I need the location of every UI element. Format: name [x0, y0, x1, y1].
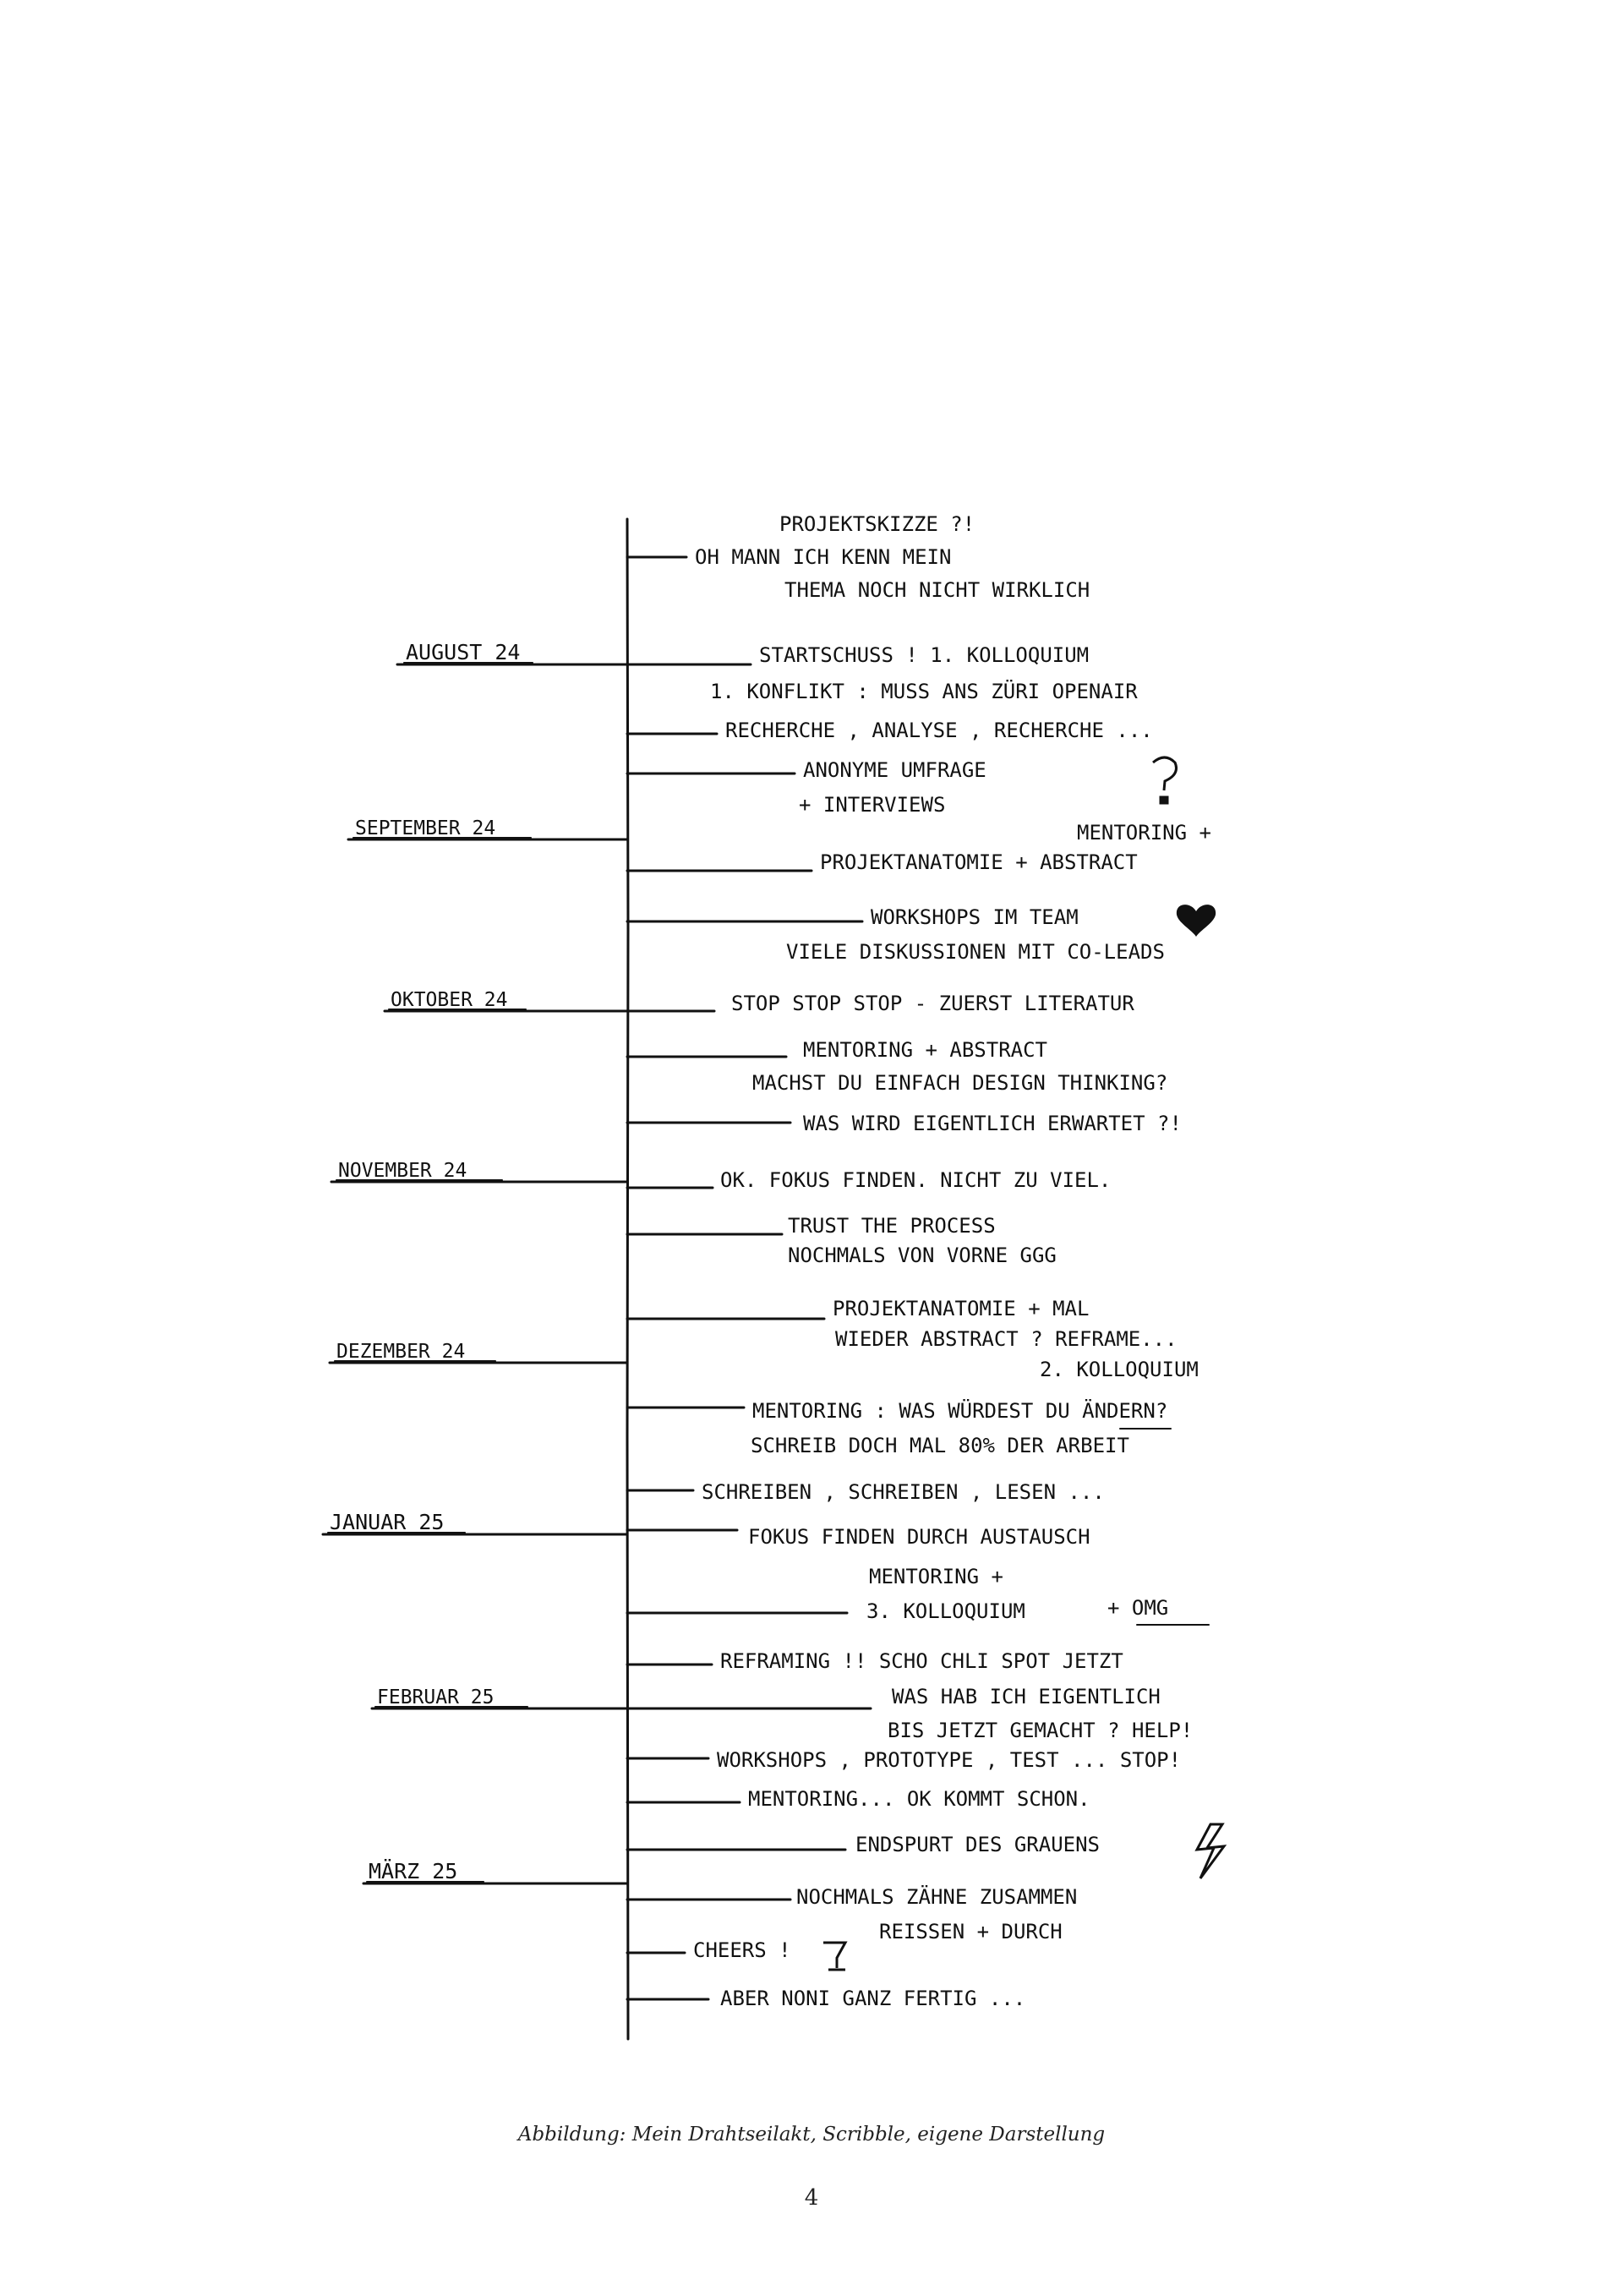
page-number: 4	[804, 2185, 819, 2211]
timeline-note: CHEERS !	[693, 1938, 791, 1962]
timeline-note: OK. FOKUS FINDEN. NICHT ZU VIEL.	[720, 1168, 1112, 1192]
timeline-note: REFRAMING !! SCHO CHLI SPOT JETZT	[720, 1649, 1123, 1673]
timeline-note: MENTORING +	[869, 1565, 1003, 1588]
timeline-note: MACHST DU EINFACH DESIGN THINKING?	[752, 1071, 1168, 1095]
month-label: NOVEMBER 24	[338, 1160, 467, 1182]
timeline-note: NOCHMALS ZÄHNE ZUSAMMEN	[796, 1885, 1078, 1909]
month-label: JANUAR 25	[330, 1510, 445, 1534]
timeline-note: SCHREIB DOCH MAL 80% DER ARBEIT	[751, 1434, 1129, 1457]
timeline-note: 2. KOLLOQUIUM	[1040, 1358, 1199, 1381]
timeline-note: 1. KONFLIKT : MUSS ANS ZÜRI OPENAIR	[710, 680, 1138, 703]
timeline-note: WORKSHOPS , PROTOTYPE , TEST ... STOP!	[717, 1748, 1182, 1772]
question-mark-doodle	[1153, 757, 1177, 803]
timeline-note: VIELE DISKUSSIONEN MIT CO-LEADS	[786, 940, 1165, 964]
timeline-note: ABER NONI GANZ FERTIG ...	[720, 1987, 1026, 2010]
timeline-note: MENTORING : WAS WÜRDEST DU ÄNDERN?	[752, 1399, 1168, 1423]
heart-doodle	[1177, 905, 1216, 937]
timeline-note: + OMG	[1107, 1596, 1169, 1620]
timeline-note: TRUST THE PROCESS	[788, 1214, 996, 1238]
month-label: MÄRZ 25	[369, 1859, 458, 1883]
lightning-doodle	[1197, 1824, 1224, 1878]
timeline-note: BIS JETZT GEMACHT ? HELP!	[888, 1719, 1194, 1742]
timeline-note: STARTSCHUSS ! 1. KOLLOQUIUM	[759, 643, 1090, 667]
timeline-note: OH MANN ICH KENN MEIN	[695, 545, 952, 569]
timeline-note: SCHREIBEN , SCHREIBEN , LESEN ...	[702, 1480, 1105, 1504]
timeline-note: THEMA NOCH NICHT WIRKLICH	[784, 578, 1090, 602]
timeline-note: RECHERCHE , ANALYSE , RECHERCHE ...	[725, 719, 1153, 742]
timeline-note: WAS WIRD EIGENTLICH ERWARTET ?!	[803, 1112, 1182, 1135]
month-label: AUGUST 24	[406, 640, 521, 664]
month-label: DEZEMBER 24	[336, 1341, 466, 1363]
timeline-note: WIEDER ABSTRACT ? REFRAME...	[835, 1327, 1178, 1351]
timeline-note: NOCHMALS VON VORNE GGG	[788, 1244, 1057, 1267]
timeline-note: 3. KOLLOQUIUM	[866, 1599, 1025, 1623]
timeline-note: REISSEN + DURCH	[879, 1920, 1063, 1943]
timeline-axis	[627, 519, 628, 2039]
timeline-note: WORKSHOPS IM TEAM	[871, 905, 1079, 929]
timeline-note: ANONYME UMFRAGE	[803, 758, 986, 782]
timeline-note: PROJEKTANATOMIE + ABSTRACT	[820, 850, 1138, 874]
timeline-note: ENDSPURT DES GRAUENS	[855, 1833, 1100, 1856]
figure-caption: Abbildung: Mein Drahtseilakt, Scribble, eigene Darstellung	[517, 2124, 1106, 2146]
month-label: FEBRUAR 25	[377, 1686, 495, 1708]
glass-doodle	[823, 1943, 845, 1970]
timeline-note: STOP STOP STOP - ZUERST LITERATUR	[731, 992, 1134, 1015]
timeline-note: FOKUS FINDEN DURCH AUSTAUSCH	[748, 1525, 1090, 1549]
timeline-note: PROJEKTSKIZZE ?!	[779, 512, 975, 536]
month-label: OKTOBER 24	[391, 989, 508, 1011]
timeline-note: + INTERVIEWS	[799, 793, 946, 817]
timeline-note: WAS HAB ICH EIGENTLICH	[892, 1685, 1161, 1708]
timeline-note: MENTORING... OK KOMMT SCHON.	[748, 1787, 1090, 1811]
timeline-note: MENTORING + ABSTRACT	[803, 1038, 1047, 1062]
month-label: SEPTEMBER 24	[355, 817, 496, 839]
timeline-note: PROJEKTANATOMIE + MAL	[833, 1297, 1090, 1320]
timeline-note: MENTORING +	[1077, 821, 1211, 845]
